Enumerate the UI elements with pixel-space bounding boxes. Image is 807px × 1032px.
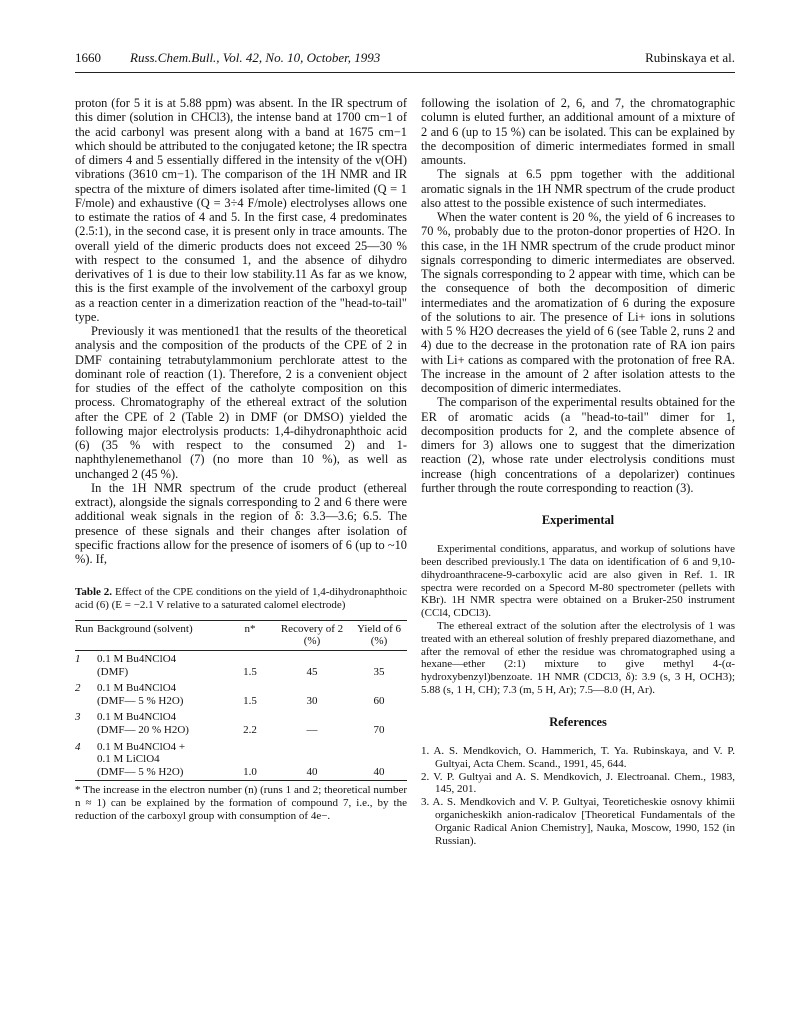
reference-item: 1. A. S. Mendkovich, O. Hammerich, T. Ya. Rubinskaya, and V. P. Gultyai, Acta Chem. Scand., 1991, 45, 644.	[421, 745, 735, 770]
cell-run: 4	[75, 740, 81, 753]
paragraph: The comparison of the experimental results obtained for the ER of aromatic acids (a "head-to-tail" dimer for 1, decomposition products for 2, and the complete absence of dimers for 3) allows one to suggest that the dimerization reaction (2), whose rate under electrolysis conditions must increase (high concentrations of a depolarizer) continues further through the route corresponding to reaction (3).	[421, 395, 735, 495]
col-recovery: Recovery of 2 (%)	[280, 622, 344, 648]
cell-yield: 60	[373, 694, 385, 707]
running-authors: Rubinskaya et al.	[645, 50, 735, 65]
cell-background	[97, 709, 227, 738]
paragraph: When the water content is 20 %, the yield of 6 increases to 70 %, probably due to the proton-donor properties of H2O. In this case, in the 1H NMR spectrum of the crude product minor signals corresponding to dimeric intermediates are observed. The signals corresponding to 2 appear with time, which can be the consequence of both the decomposition of dimeric intermediates and the aromatization of 6 during the exposure of the solutions to air. The presence of Li+ ions in solutions with 5 % H2O decreases the yield of 6 (see Table 2, runs 2 and 4) due to the decrease in the protonation rate of RA ion pairs with Li+ cations as compared with the protonation of free RA. The increase in the amount of 2 after isolation attests to the decomposition of dimeric intermediates.	[421, 210, 735, 395]
paragraph: Experimental conditions, apparatus, and workup of solutions have been described previously.1 The data on identification of 6 and 9,10-dihydroanthracene-9-carboxylic acid are also given in Ref. 1. IR spectra were recorded on a Specord M-80 spectrometer (pellets with KBr). 1H NMR spectra were obtained on a Bruker-250 instrument (CCl4, CDCl3).	[421, 543, 735, 620]
page-number: 1660	[75, 50, 101, 65]
cell-n: 1.5	[243, 694, 257, 707]
cell-background	[97, 651, 227, 681]
table-row	[75, 739, 407, 781]
cell-recovery: 40	[306, 765, 318, 778]
background-line: (DMF)	[97, 665, 129, 678]
paragraph: following the isolation of 2, 6, and 7, the chromatographic column is eluted further, an additional amount of a mixture of 2 and 6 (up to 15 %) can be isolated. This can be explained by the decomposition of dimeric intermediates formed in small amounts.	[421, 96, 735, 167]
background-line: 0.1 M Bu4NClO4	[97, 653, 177, 666]
section-heading-experimental: Experimental	[541, 513, 615, 527]
cell-n: 2.2	[243, 724, 257, 736]
page-header	[75, 50, 735, 68]
results-table	[75, 620, 407, 782]
experimental-section	[421, 543, 735, 697]
cell-n: 1.5	[243, 665, 257, 678]
col-run: Run	[75, 622, 94, 635]
reference-item: 3. A. S. Mendkovich and V. P. Gultyai, Teoreticheskie osnovy khimii organicheskikh anion-radicalov [Theoretical Fundamentals of the Organic Radical Anion Chemistry], Nauka, Moscow, 1990, 152 (in Russian).	[421, 796, 735, 847]
background-line: (DMF— 5 % H2O)	[97, 694, 184, 707]
cell-run: 2	[75, 682, 81, 695]
cell-background	[97, 680, 227, 709]
table-row	[75, 680, 407, 709]
paragraph: Previously it was mentioned1 that the results of the theoretical analysis and the composition of the products of the CPE of 2 in DMF containing tetrabutylammonium perchlorate attest to the dominant role of reaction (1). Therefore, 2 is a convenient object for studies of the effect of the catholyte composition on this process. Chromatography of the ethereal extract of the solution after the CPE of 2 (Table 2) in DMF (or DMSO) yielded the following major electrolysis products: 1,4-dihydronaphthoic acid (6) (35 % with respect to the consumed 2) and 1-naphthylenemethanol (7) (no more than 10 %), as well as unchanged 2 (45 %).	[75, 324, 407, 481]
reference-list	[421, 745, 735, 847]
header-rule	[75, 72, 735, 73]
col-yield: Yield of 6 (%)	[357, 622, 401, 648]
paragraph: The signals at 6.5 ppm together with the additional aromatic signals in the 1H NMR spectrum of the crude product also attest to the possible existence of such intermediates.	[421, 167, 735, 210]
table-row	[75, 709, 407, 738]
cell-run: 1	[75, 653, 81, 666]
cell-yield: 40	[373, 765, 385, 778]
journal-citation: Russ.Chem.Bull., Vol. 42, No. 10, October, 1993	[130, 50, 381, 65]
background-line: 0.1 M LiClO4	[97, 753, 160, 766]
paragraph: proton (for 5 it is at 5.88 ppm) was absent. In the IR spectrum of this dimer (solution in CHCl3), the intense band at 1700 cm−1 of the acid carbonyl was present along with a band at 1675 cm−1 which should be attributed to the conjugated ketone; the IR spectra of dimers 4 and 5 essentially differed in the intensity of the ν(OH) vibrations (3610 cm−1). The comparison of the 1H NMR and IR spectra of the mixture of dimers isolated after time-limited (Q = 1 F/mole) and exhaustive (Q = 3÷4 F/mole) electrolyses allows one to estimate the ratios of 4 and 5. In the first case, 4 predominates (2.5:1), in the second case, it is present only in trace amounts. The overall yield of the dimeric products does not exceed 25—30 % with respect to the consumed 1, and the absence of dihydro derivatives of 1 is due to their low stability.11 As far as we know, this is the first example of the involvement of the carboxyl group as a reaction center in a dimerization reaction of the "head-to-tail" type.	[75, 96, 407, 324]
background-line: 0.1 M Bu4NClO4	[97, 682, 177, 695]
col-n: n*	[244, 622, 256, 635]
section-heading-references: References	[549, 714, 607, 729]
table-caption-text: Effect of the CPE conditions on the yield of 1,4-dihydronaphthoic acid (6) (E = −2.1 V relative to a saturated calomel electrode)	[75, 586, 407, 612]
cell-recovery: 30	[306, 694, 318, 707]
left-column	[75, 96, 407, 823]
cell-recovery: 45	[306, 665, 318, 678]
paragraph: The ethereal extract of the solution after the electrolysis of 1 was treated with an ethereal solution of freshly prepared diazomethane, and after the removal of ether the residue was chromatographed using a hexane—ether (2:1) mixture to give methyl 4-(α-hydroxybenzyl)benzoate. 1H NMR (CDCl3, δ): 3.9 (s, 3 H, OCH3); 5.88 (s, 1 H, CH); 7.3 (m, 5 H, Ar); 7.5—8.0 (H, Ar).	[421, 620, 735, 697]
col-background: Background (solvent)	[97, 622, 193, 635]
background-line: (DMF— 20 % H2O)	[97, 724, 189, 736]
background-line: (DMF— 5 % H2O)	[97, 765, 184, 778]
background-line: 0.1 M Bu4NClO4	[97, 711, 177, 724]
table-header-row	[75, 620, 407, 650]
paragraph: In the 1H NMR spectrum of the crude product (ethereal extract), alongside the signals corresponding to 2 and 6 there were additional weak signals in the region of δ: 3.3—3.6; 6.5. The presence of these signals and their changes after isolation of specific fractions allow for the presence of isomers of 6 (up to ~10 %). If,	[75, 480, 407, 566]
table-caption-label: Table 2.	[75, 586, 113, 599]
cell-yield: 70	[373, 724, 385, 736]
table-row	[75, 651, 407, 681]
reference-item: 2. V. P. Gultyai and A. S. Mendkovich, J. Electroanal. Chem., 1983, 145, 201.	[421, 770, 735, 796]
table-footnote: * The increase in the electron number (n) (runs 1 and 2; theoretical number n ≈ 1) can be explained by the formation of compound 7, i.e., by the reduction of the carboxyl group with consumption of 4e−.	[75, 784, 407, 822]
cell-yield: 35	[373, 665, 385, 678]
cell-background	[97, 739, 227, 781]
background-line: 0.1 M Bu4NClO4 +	[97, 740, 186, 753]
cell-run: 3	[75, 711, 81, 724]
cell-n: 1.0	[243, 765, 257, 778]
cell-recovery: —	[306, 724, 318, 736]
table-caption	[75, 586, 407, 612]
right-column	[421, 96, 735, 847]
